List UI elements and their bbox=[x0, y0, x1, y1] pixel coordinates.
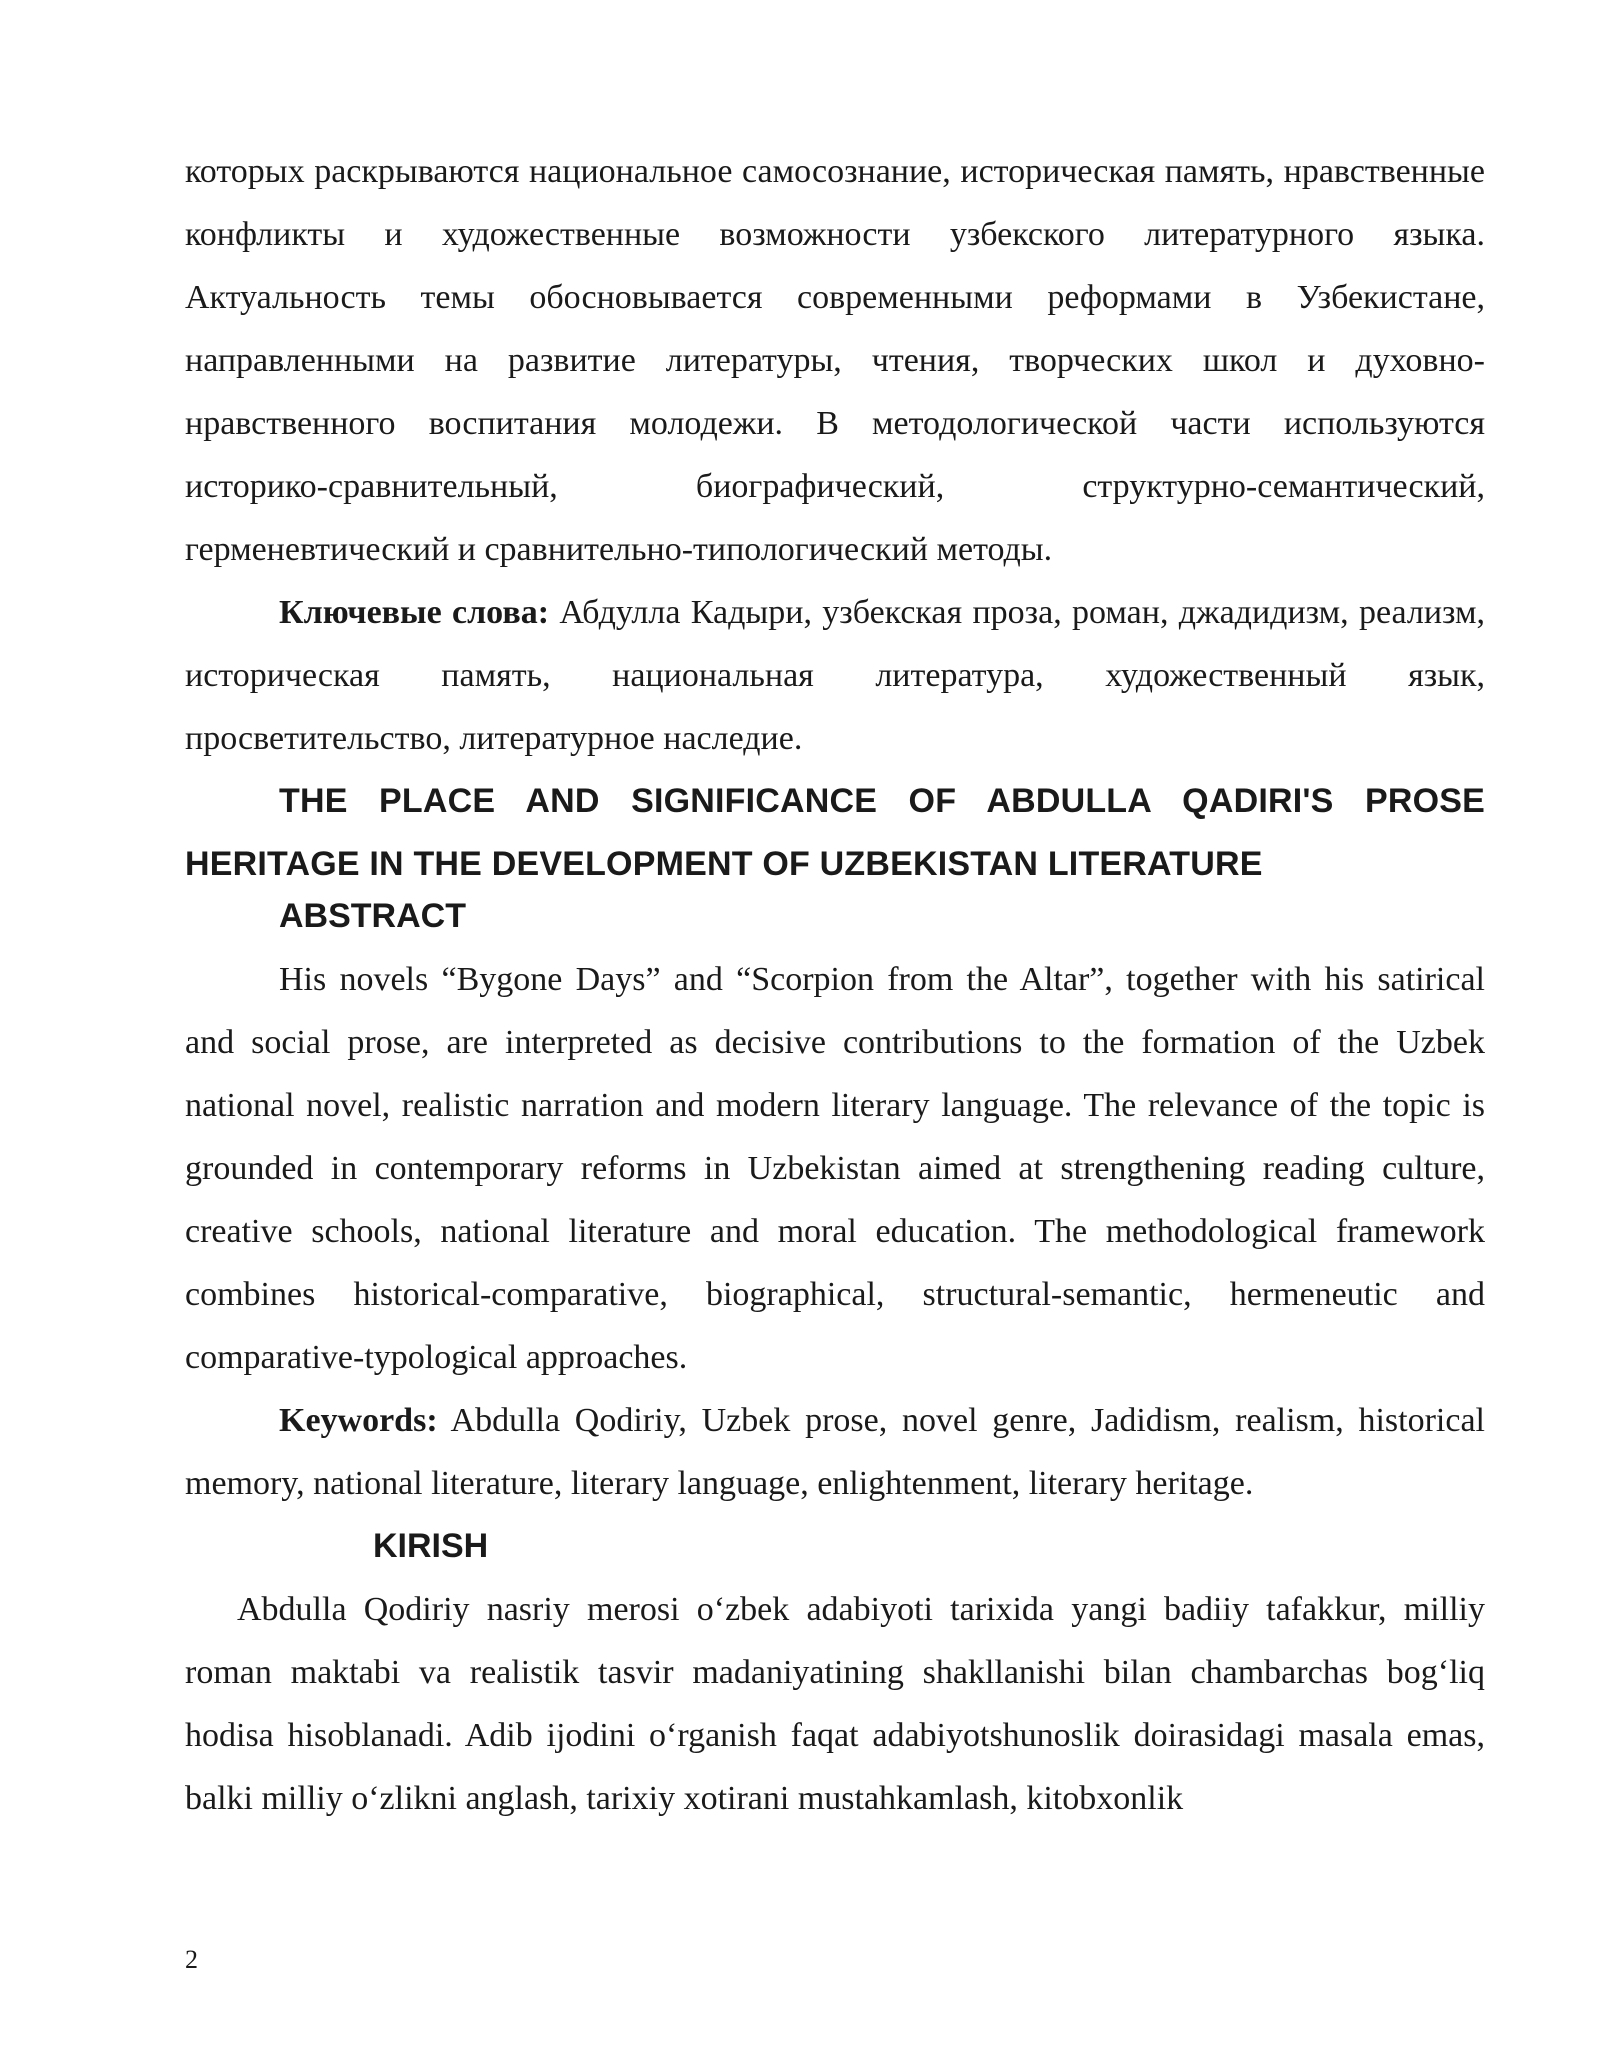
en-abstract-heading: ABSTRACT bbox=[279, 897, 466, 935]
en-abstract-paragraph: His novels “Bygone Days” and “Scorpion from the Altar”, together with his satirical and social prose, are interpreted as decisive contributions to the formation of the Uzbek national novel, realistic narration and modern literary language. The relevance of the topic is grounded in contemporary reforms in Uzbekistan aimed at strengthening reading culture, creative schools, national literature and moral education. The methodological framework combines historical-comparative, biographical, structural-semantic, hermeneutic and comparative-typological approaches. bbox=[185, 961, 1485, 1376]
ru-keywords-label: Ключевые слова: bbox=[279, 594, 550, 631]
ru-keywords-paragraph bbox=[185, 581, 1485, 770]
intro-heading: KIRISH bbox=[373, 1527, 489, 1565]
en-title: THE PLACE AND SIGNIFICANCE OF ABDULLA QADIRI'S PROSE HERITAGE IN THE DEVELOPMENT OF UZBEKISTAN LITERATURE bbox=[185, 782, 1485, 883]
en-keywords-label: Keywords: bbox=[279, 1402, 438, 1439]
page-number: 2 bbox=[185, 1945, 198, 1974]
intro-paragraph: Abdulla Qodiriy nasriy merosi oʻzbek adabiyoti tarixida yangi badiiy tafakkur, milliy roman maktabi va realistik tasvir madaniyatining shakllanishi bilan chambarchas bogʻliq hodisa hisoblanadi. Adib ijodini oʻrganish faqat adabiyotshunoslik doirasidagi masala emas, balki milliy oʻzlikni anglash, tarixiy xotirani mustahkamlash, kitobxonlik bbox=[185, 1591, 1485, 1817]
ru-abstract-paragraph: которых раскрываются национальное самосознание, историческая память, нравственные конфликты и художественные возможности узбекского литературного языка. Актуальность темы обосновывается современными реформами в Узбекистане, направленными на развитие литературы, чтения, творческих школ и духовно-нравственного воспитания молодежи. В методологической части используются историко-сравнительный, биографический, структурно-семантический, герменевтический и сравнительно-типологический методы. bbox=[185, 153, 1485, 568]
en-keywords-text: Abdulla Qodiriy, Uzbek prose, novel genre, Jadidism, realism, historical memory, national literature, literary language, enlightenment, literary heritage. bbox=[185, 1402, 1485, 1502]
page-body bbox=[185, 140, 1485, 1830]
ru-keywords-text: Абдулла Кадыри, узбекская проза, роман, джадидизм, реализм, историческая память, национальная литература, художественный язык, просветительство, литературное наследие. bbox=[185, 594, 1485, 757]
en-keywords-paragraph bbox=[185, 1389, 1485, 1515]
